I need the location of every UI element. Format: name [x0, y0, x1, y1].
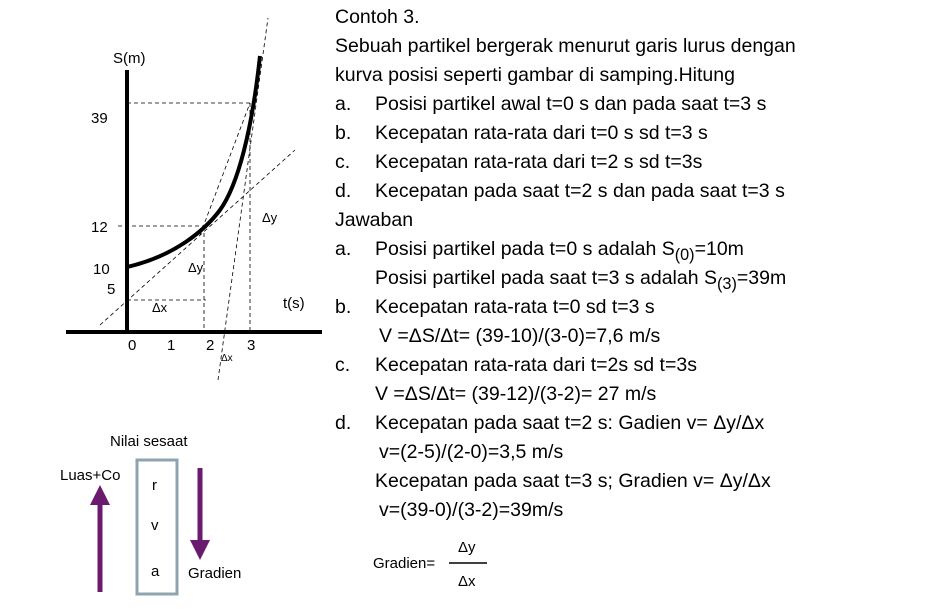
formula-denominator: Δx	[458, 573, 476, 590]
answer-a2-post: =39m	[736, 267, 787, 289]
answer-d-marker: d.	[335, 412, 352, 434]
y-tick-12: 12	[91, 219, 108, 236]
answer-a-marker: a.	[335, 238, 352, 260]
answer-title: Jawaban	[335, 209, 414, 231]
question-b-text: Kecepatan rata-rata dari t=0 s sd t=3 s	[375, 122, 708, 144]
question-c-marker: c.	[335, 151, 351, 173]
answer-a1-pre: Posisi partikel pada t=0 s adalah S	[375, 238, 675, 260]
answer-d-text-3: Kecepatan pada saat t=3 s; Gradien v= Δy/Δx	[375, 470, 771, 492]
answer-b-text-1: Kecepatan rata-rata t=0 sd t=3 s	[375, 296, 655, 318]
answer-c-text-2: V =ΔS/Δt= (39-12)/(3-2)= 27 m/s	[375, 383, 657, 405]
up-arrow-icon	[90, 485, 110, 505]
y-tick-10: 10	[93, 261, 110, 278]
legend-left-label: Luas+Co	[60, 467, 121, 484]
question-c-text: Kecepatan rata-rata dari t=2 s sd t=3s	[375, 151, 703, 173]
delta-x-small-label: Δx	[221, 353, 233, 364]
answer-c-marker: c.	[335, 354, 351, 376]
answer-a1-post: =10m	[694, 238, 744, 260]
legend-right-label: Gradien	[188, 565, 242, 582]
secant-2-3	[200, 103, 250, 235]
intro-line-2: kurva posisi seperti gambar di samping.Hitung	[335, 64, 735, 86]
x-tick-0: 0	[128, 337, 137, 354]
position-curve	[127, 56, 260, 267]
answer-c-text-1: Kecepatan rata-rata dari t=2s sd t=3s	[375, 354, 697, 376]
answer-d-text-1: Kecepatan pada saat t=2 s: Gadien v= Δy/Δx	[375, 412, 765, 434]
letter-v: v	[151, 517, 159, 534]
question-a-text: Posisi partikel awal t=0 s dan pada saat t=3 s	[375, 93, 767, 115]
formula-label: Gradien=	[373, 555, 436, 572]
problem-title: Contoh 3.	[335, 6, 420, 28]
answer-d-text-4: v=(39-0)/(3-2)=39m/s	[379, 499, 564, 521]
y-tick-5: 5	[107, 281, 116, 298]
answer-a-text-1	[375, 238, 744, 265]
letter-a: a	[151, 563, 160, 580]
question-d-marker: d.	[335, 180, 352, 202]
answer-a2-sub: (3)	[717, 274, 737, 293]
answer-b-marker: b.	[335, 296, 352, 318]
x-tick-2: 2	[206, 337, 215, 354]
question-a-marker: a.	[335, 93, 352, 115]
answer-a1-sub: (0)	[674, 245, 695, 264]
letter-r: r	[152, 477, 157, 494]
x-tick-1: 1	[167, 337, 176, 354]
delta-x-left-label: Δx	[152, 300, 168, 315]
x-tick-3: 3	[247, 337, 256, 354]
intro-line-1: Sebuah partikel bergerak menurut garis lurus dengan	[335, 35, 796, 57]
y-axis-title: S(m)	[113, 50, 146, 67]
question-d-text: Kecepatan pada saat t=2 s dan pada saat t=3 s	[375, 180, 785, 202]
tangent-at-t2	[100, 150, 295, 325]
answer-a2-pre: Posisi partikel pada saat t=3 s adalah S	[375, 267, 718, 289]
delta-y-right-label: Δy	[262, 210, 278, 225]
answer-b-text-2: V =ΔS/Δt= (39-10)/(3-0)=7,6 m/s	[379, 325, 661, 347]
x-axis-title: t(s)	[283, 295, 305, 312]
formula-numerator: Δy	[458, 539, 476, 556]
question-b-marker: b.	[335, 122, 352, 144]
delta-y-mid-label: Δy	[188, 260, 204, 275]
y-tick-39: 39	[91, 110, 108, 127]
answer-d-text-2: v=(2-5)/(2-0)=3,5 m/s	[379, 441, 564, 463]
answer-a-text-2	[375, 267, 786, 294]
down-arrow-icon	[190, 540, 210, 560]
legend-title: Nilai sesaat	[110, 433, 188, 450]
